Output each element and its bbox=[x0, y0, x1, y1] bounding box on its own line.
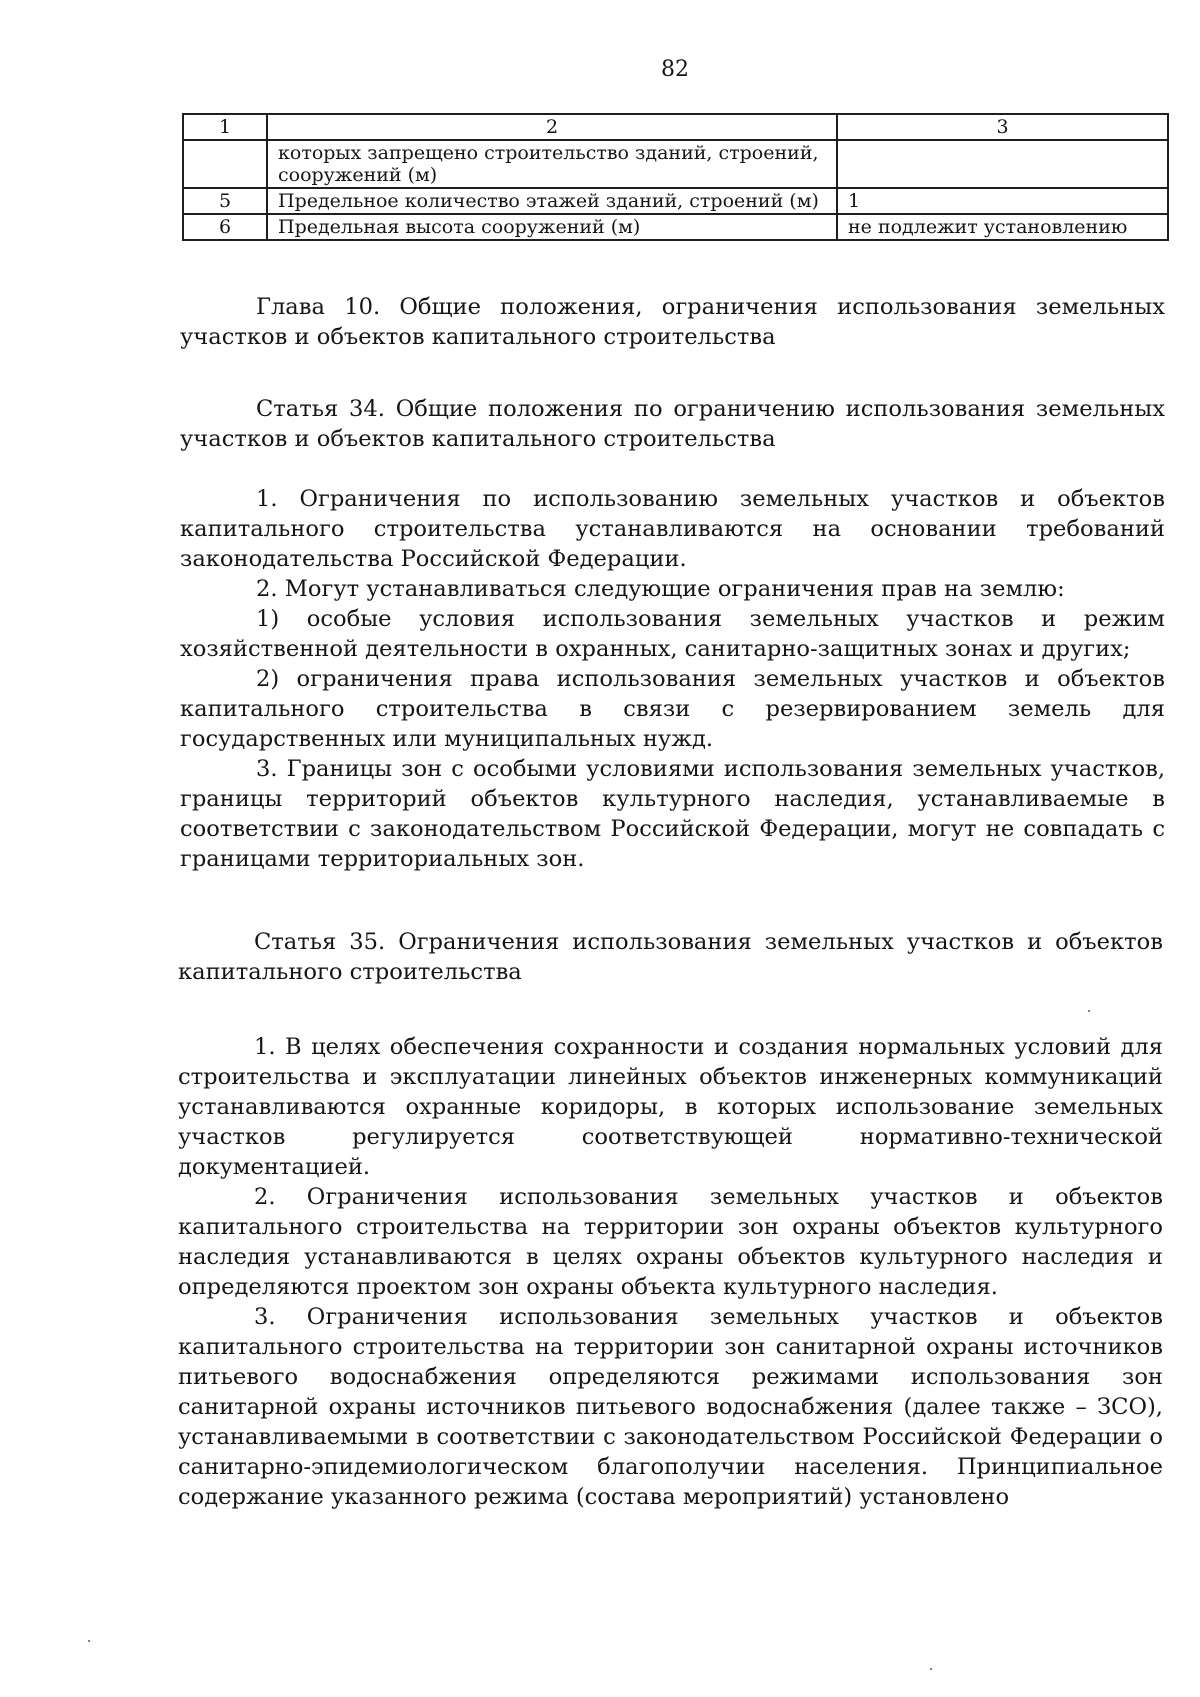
table-header-cell: 2 bbox=[267, 114, 837, 140]
table-header-row bbox=[183, 114, 1168, 140]
list-item: 2) ограничения права использования земельных участков и объектов капитального строительства в связи с резервированием земель для государственных или муниципальных нужд. bbox=[180, 666, 1165, 752]
table-header-cell: 1 bbox=[183, 114, 267, 140]
table-cell-param: Предельная высота сооружений (м) bbox=[267, 214, 837, 240]
paragraph: 3. Ограничения использования земельных участков и объектов капитального строительства на территории зон санитарной охраны источников питьевого водоснабжения определяются режимами использования зон санитарной охраны источников питьевого водоснабжения (далее также – ЗСО), устанавливаемыми в соответствии с законодательством Российской Федерации о санитарно-эпидемиологическом благополучии населения. Принципиальное содержание указанного режима (состава мероприятий) установлено bbox=[178, 1304, 1163, 1510]
table-cell-num: 6 bbox=[183, 214, 267, 240]
paragraph: 2. Ограничения использования земельных участков и объектов капитального строительства на территории зон охраны объектов культурного наследия устанавливаются в целях охраны объектов культурного наследия и определяются проектом зон охраны объекта культурного наследия. bbox=[178, 1184, 1163, 1300]
table-row bbox=[183, 140, 1168, 188]
paragraph: 1. Ограничения по использованию земельных участков и объектов капитального строительства устанавливаются на основании требований законодательства Российской Федерации. bbox=[180, 486, 1165, 572]
chapter-heading: Глава 10. Общие положения, ограничения использования земельных участков и объектов капитального строительства bbox=[180, 294, 1165, 350]
table-cell-param: которых запрещено строительство зданий, строений, сооружений (м) bbox=[267, 140, 837, 188]
table-cell-value: 1 bbox=[837, 188, 1168, 214]
article-heading: Статья 35. Ограничения использования земельных участков и объектов капитального строительства bbox=[178, 929, 1163, 985]
article-34-section bbox=[180, 394, 1165, 874]
scan-speck bbox=[930, 1668, 932, 1670]
scan-speck bbox=[1088, 1010, 1090, 1012]
paragraph: 2. Могут устанавливаться следующие ограничения прав на землю: bbox=[256, 576, 1065, 602]
list-item: 1) особые условия использования земельных участков и режим хозяйственной деятельности в охранных, санитарно-защитных зонах и других; bbox=[180, 606, 1165, 662]
table-cell-value: не подлежит установлению bbox=[837, 214, 1168, 240]
page-number: 82 bbox=[661, 57, 689, 82]
table-row bbox=[183, 188, 1168, 214]
chapter-10-section bbox=[180, 292, 1165, 352]
table-cell-value bbox=[837, 140, 1168, 188]
parameters-table bbox=[182, 113, 1169, 241]
table-cell-param: Предельное количество этажей зданий, строений (м) bbox=[267, 188, 837, 214]
scan-speck bbox=[88, 1640, 90, 1642]
article-35-section bbox=[178, 927, 1163, 1512]
paragraph: 3. Границы зон с особыми условиями использования земельных участков, границы территорий объектов культурного наследия, устанавливаемые в соответствии с законодательством Российской Федерации, могут не совпадать с границами территориальных зон. bbox=[180, 756, 1165, 872]
table-cell-num: 5 bbox=[183, 188, 267, 214]
table-cell-num bbox=[183, 140, 267, 188]
paragraph: 1. В целях обеспечения сохранности и создания нормальных условий для строительства и эксплуатации линейных объектов инженерных коммуникаций устанавливаются охранные коридоры, в которых использование земельных участков регулируется соответствующей нормативно-технической документацией. bbox=[178, 1034, 1163, 1180]
article-heading: Статья 34. Общие положения по ограничению использования земельных участков и объектов капитального строительства bbox=[180, 396, 1165, 452]
table-header-cell: 3 bbox=[837, 114, 1168, 140]
table-row bbox=[183, 214, 1168, 240]
